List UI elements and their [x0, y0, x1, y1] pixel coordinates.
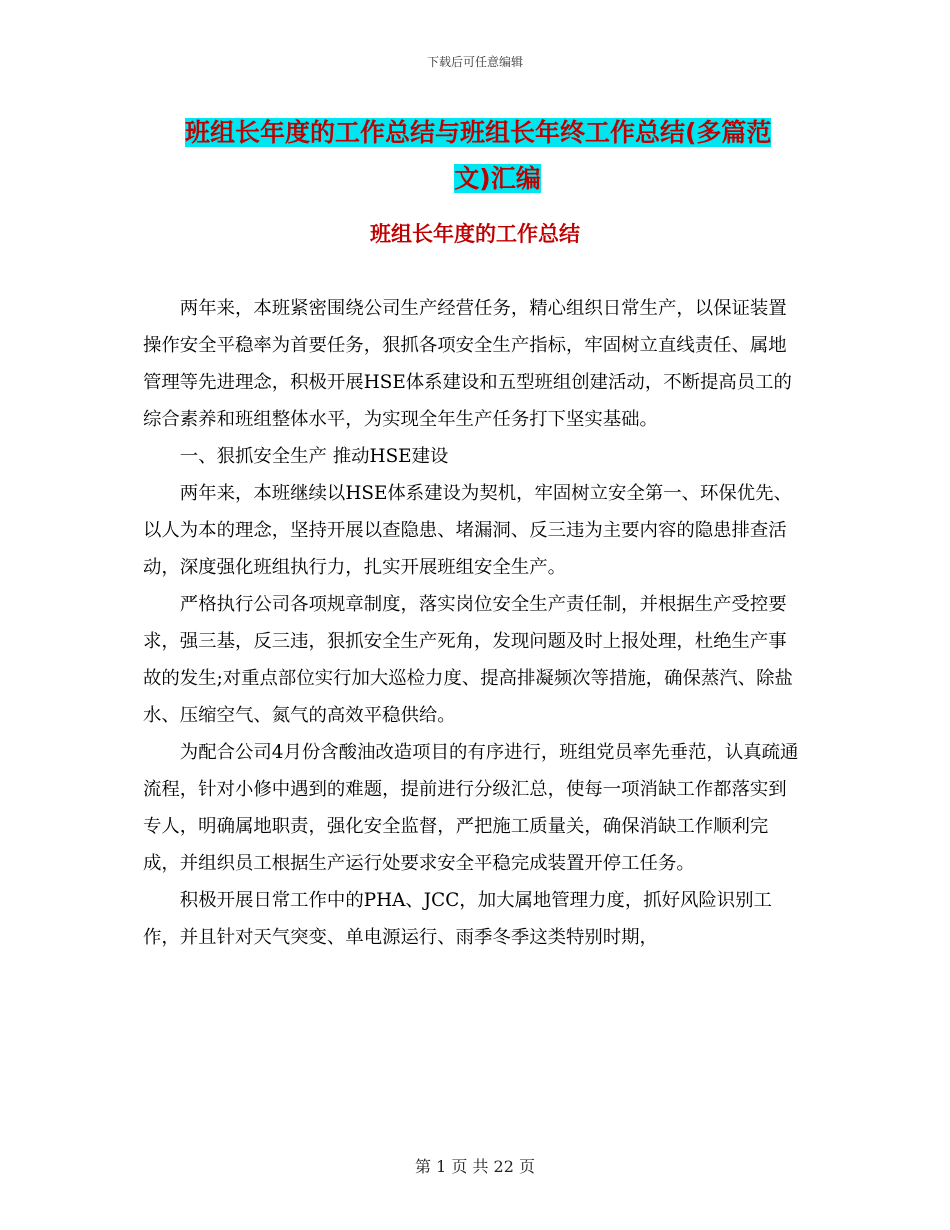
paragraph: 积极开展日常工作中的PHA、JCC，加大属地管理力度，抓好风险识别工作，并且针对天气突变、单电源运行、雨季冬季这类特别时期， [143, 890, 772, 948]
paragraph: 为配合公司4月份含酸油改造项目的有序进行，班组党员率先垂范，认真疏通流程，针对小修中遇到的难题，提前进行分级汇总，使每一项消缺工作都落实到专人，明确属地职责，强化安全监督，严把施工质量关，确保消缺工作顺利完成，并组织员工根据生产运行处要求安全平稳完成装置开停工任务。 [143, 742, 799, 874]
section-heading: 一、狠抓安全生产 推动HSE建设 [179, 446, 449, 467]
title-line-2: 文)汇编 [454, 164, 541, 193]
header-note: 下载后可任意编辑 [426, 55, 523, 69]
paragraph: 两年来，本班紧密围绕公司生产经营任务，精心组织日常生产，以保证装置操作安全平稳率为首要任务，狠抓各项安全生产指标，牢固树立直线责任、属地管理等先进理念，积极开展HSE体系建设和五型班组创建活动，不断提高员工的综合素养和班组整体水平，为实现全年生产任务打下坚实基础。 [143, 298, 792, 430]
body-text [143, 290, 803, 956]
paragraph: 两年来，本班继续以HSE体系建设为契机，牢固树立安全第一、环保优先、以人为本的理念，坚持开展以查隐患、堵漏洞、反三违为主要内容的隐患排查活动，深度强化班组执行力，扎实开展班组安全生产。 [143, 483, 792, 578]
document-title [185, 110, 810, 202]
section-title: 班组长年度的工作总结 [370, 222, 580, 246]
title-line-1: 班组长年度的工作总结与班组长年终工作总结(多篇范 [185, 118, 772, 147]
page-footer: 第 1 页 共 22 页 [415, 1157, 535, 1176]
paragraph: 严格执行公司各项规章制度，落实岗位安全生产责任制，并根据生产受控要求，强三基，反三违，狠抓安全生产死角，发现问题及时上报处理，杜绝生产事故的发生;对重点部位实行加大巡检力度、提高排凝频次等措施，确保蒸汽、除盐水、压缩空气、氮气的高效平稳供给。 [143, 594, 793, 726]
